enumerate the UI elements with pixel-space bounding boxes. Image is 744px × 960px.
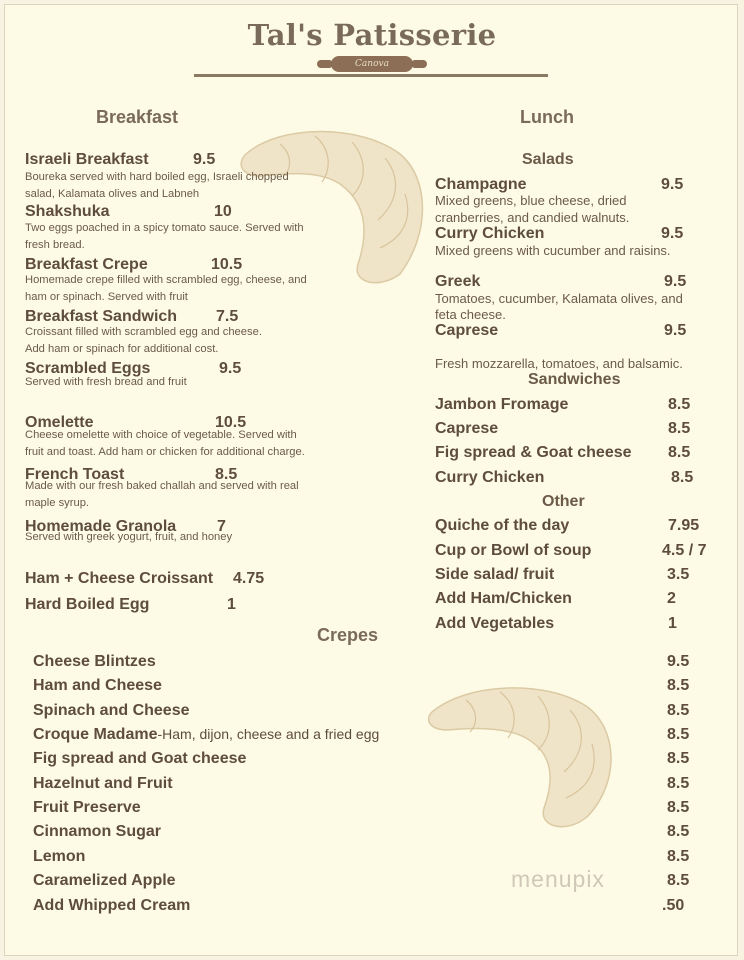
crepe-price: 8.5: [667, 677, 690, 694]
crepe-price: 8.5: [667, 702, 690, 719]
crepe-name: Fruit Preserve: [33, 799, 141, 816]
salad-name: Greek: [435, 273, 481, 290]
crepe-name: Ham and Cheese: [33, 677, 162, 694]
item-name: Breakfast Crepe: [25, 256, 148, 273]
item-price: 10.5: [215, 414, 247, 431]
crepe-price: 8.5: [667, 799, 690, 816]
crepe-row-croque: [33, 726, 379, 744]
item-name: Shakshuka: [25, 203, 110, 220]
item-price: 4.75: [233, 570, 265, 587]
item-description: Cheese omelette with choice of vegetable. Served with: [25, 429, 297, 441]
item-description: maple syrup.: [25, 497, 90, 509]
item-description: fruit and toast. Add ham or chicken for additional charge.: [25, 446, 305, 458]
item-description: Made with our fresh baked challah and served with real: [25, 480, 299, 492]
item-description: Served with greek yogurt, fruit, and honey: [25, 531, 233, 543]
salad-description: cranberries, and candied walnuts.: [435, 210, 630, 225]
sandwich-name: Jambon Fromage: [435, 396, 569, 413]
sandwich-price: 8.5: [668, 420, 691, 437]
other-name: Side salad/ fruit: [435, 566, 555, 583]
salad-name: Caprese: [435, 322, 499, 339]
salad-description: Tomatoes, cucumber, Kalamata olives, and: [435, 291, 683, 306]
salad-price: 9.5: [664, 273, 687, 290]
sandwich-price: 8.5: [668, 396, 691, 413]
crepe-name: Spinach and Cheese: [33, 702, 190, 719]
other-price: 2: [667, 590, 676, 607]
item-description: Served with fresh bread and fruit: [25, 376, 187, 388]
sandwich-price: 8.5: [671, 469, 694, 486]
crepe-price: 8.5: [667, 872, 690, 889]
salad-description: feta cheese.: [435, 307, 506, 322]
sandwiches-heading: Sandwiches: [528, 371, 621, 388]
item-name: French Toast: [25, 466, 125, 483]
item-price: 1: [227, 596, 236, 613]
item-description: Two eggs poached in a spicy tomato sauce. Served with: [25, 222, 304, 234]
item-description: Add ham or spinach for additional cost.: [25, 343, 219, 355]
other-name: Quiche of the day: [435, 517, 570, 534]
other-name: Cup or Bowl of soup: [435, 542, 592, 559]
salad-description: Mixed greens, blue cheese, dried: [435, 193, 627, 208]
crepe-name: Hazelnut and Fruit: [33, 775, 173, 792]
crepe-price: 8.5: [667, 750, 690, 767]
crepe-price: .50: [662, 897, 685, 914]
other-price: 1: [668, 615, 677, 632]
item-price: 8.5: [215, 466, 238, 483]
item-name: Homemade Granola: [25, 518, 177, 535]
item-price: 10: [214, 203, 232, 220]
item-name: Breakfast Sandwich: [25, 308, 178, 325]
item-description: ham or spinach. Served with fruit: [25, 291, 188, 303]
item-name: Israeli Breakfast: [25, 151, 149, 168]
other-price: 7.95: [668, 517, 700, 534]
item-name: Scrambled Eggs: [25, 360, 151, 377]
item-price: 7.5: [216, 308, 239, 325]
sandwich-name: Fig spread & Goat cheese: [435, 444, 632, 461]
item-description: Boureka served with hard boiled egg, Israeli chopped: [25, 171, 289, 183]
lunch-heading: Lunch: [520, 107, 574, 127]
crepe-name: Fig spread and Goat cheese: [33, 750, 247, 767]
crepe-name: Lemon: [33, 848, 86, 865]
other-price: 4.5 / 7: [662, 542, 707, 559]
other-name: Add Ham/Chicken: [435, 590, 572, 607]
croissant-illustration-top: [240, 124, 432, 288]
crepe-name: Add Whipped Cream: [33, 897, 191, 914]
crepe-price: 9.5: [667, 653, 690, 670]
salad-description: Mixed greens with cucumber and raisins.: [435, 243, 671, 258]
salad-price: 9.5: [661, 225, 684, 242]
item-name: Omelette: [25, 414, 94, 431]
rolling-pin-logo: [317, 56, 427, 72]
salad-name: Curry Chicken: [435, 225, 545, 242]
crepe-name: Cinnamon Sugar: [33, 823, 162, 840]
title-divider: [194, 74, 548, 77]
crepe-note: -Ham, dijon, cheese and a fried egg: [157, 726, 380, 742]
salad-price: 9.5: [661, 176, 684, 193]
item-name: Hard Boiled Egg: [25, 596, 150, 613]
croissant-illustration-bottom: [428, 680, 618, 832]
item-price: 7: [217, 518, 226, 535]
crepe-price: 8.5: [667, 726, 690, 743]
salads-heading: Salads: [522, 151, 574, 168]
rolling-pin-text: Canova: [331, 56, 413, 72]
restaurant-title: Tal's Patisserie: [247, 18, 497, 52]
crepe-name: Caramelized Apple: [33, 872, 176, 889]
crepe-name: Croque Madame: [33, 726, 158, 743]
salad-name: Champagne: [435, 176, 527, 193]
other-heading: Other: [542, 493, 585, 510]
item-description: Croissant filled with scrambled egg and cheese.: [25, 326, 262, 338]
item-price: 10.5: [211, 256, 243, 273]
watermark: menupix: [511, 866, 605, 892]
crepe-price: 8.5: [667, 775, 690, 792]
crepe-price: 8.5: [667, 848, 690, 865]
item-price: 9.5: [219, 360, 242, 377]
item-name: Ham + Cheese Croissant: [25, 570, 214, 587]
breakfast-heading: Breakfast: [96, 107, 179, 127]
crepe-price: 8.5: [667, 823, 690, 840]
salad-description: Fresh mozzarella, tomatoes, and balsamic.: [435, 356, 683, 371]
item-price: 9.5: [193, 151, 216, 168]
sandwich-price: 8.5: [668, 444, 691, 461]
crepes-heading: Crepes: [317, 625, 379, 645]
sandwich-name: Curry Chicken: [435, 469, 545, 486]
crepe-name: Cheese Blintzes: [33, 653, 156, 670]
item-description: salad, Kalamata olives and Labneh: [25, 188, 200, 200]
item-description: Homemade crepe filled with scrambled egg, cheese, and: [25, 274, 307, 286]
salad-price: 9.5: [664, 322, 687, 339]
other-price: 3.5: [667, 566, 690, 583]
sandwich-name: Caprese: [435, 420, 499, 437]
item-description: fresh bread.: [25, 239, 85, 251]
other-name: Add Vegetables: [435, 615, 555, 632]
